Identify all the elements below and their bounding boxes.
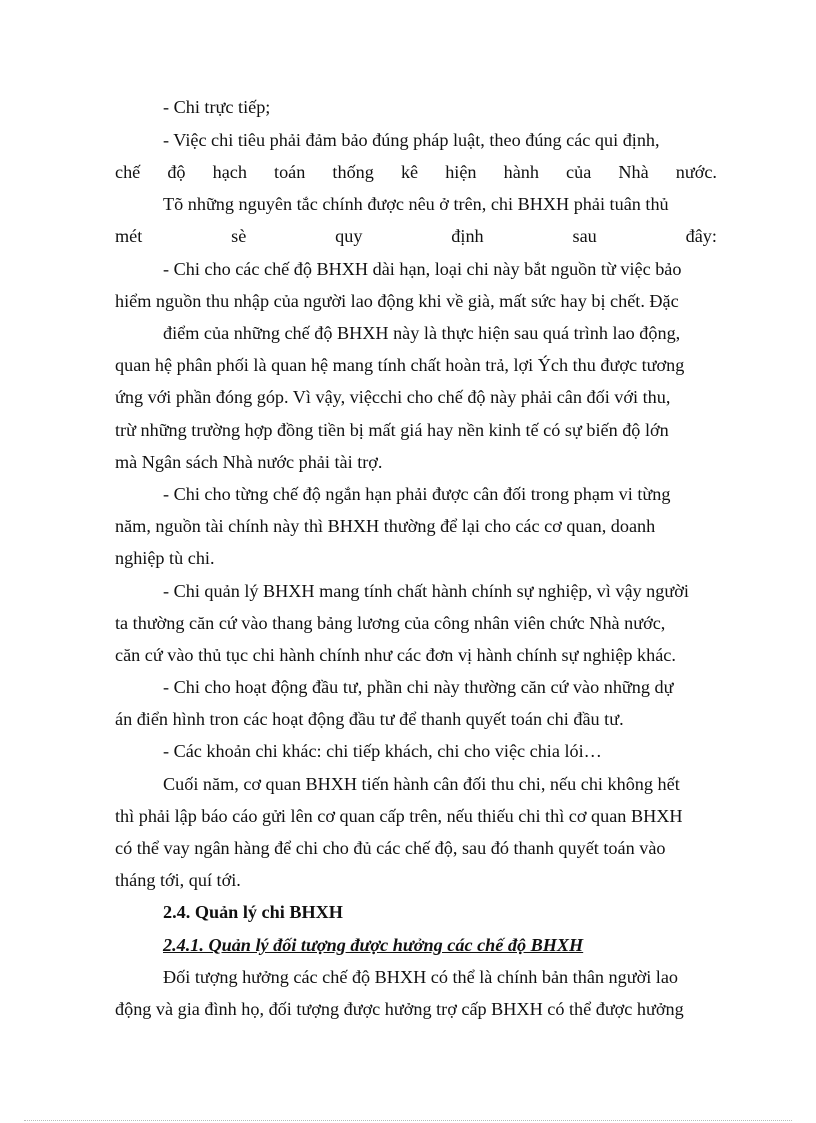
text-line-20: án điển hình tron các hoạt động đầu tư để thanh quyết toán chi đầu tư. <box>115 709 624 729</box>
text-line-21: - Các khoản chi khác: chi tiếp khách, chi cho việc chia lói… <box>163 741 602 761</box>
word: hạch <box>212 162 247 182</box>
text-line-6: - Chi cho các chế độ BHXH dài hạn, loại chi này bắt nguồn từ việc bảo <box>163 259 682 279</box>
text-line-24: có thể vay ngân hàng để chi cho đủ các chế độ, sau đó thanh quyết toán vào <box>115 838 666 858</box>
word: mét <box>115 226 143 246</box>
word: quy <box>335 226 363 246</box>
word: chế <box>115 162 141 182</box>
text-line-11: trừ những trường hợp đồng tiền bị mất giá hay nền kinh tế có sự biến độ lớn <box>115 420 669 440</box>
text-line-16: - Chi quản lý BHXH mang tính chất hành chính sự nghiệp, vì vậy người <box>163 581 689 601</box>
text-line-9: quan hệ phân phối là quan hệ mang tính chất hoàn trả, lợi Ých thu được tương <box>115 355 685 375</box>
word: hiện <box>445 162 477 182</box>
text-line-23: thì phải lập báo cáo gửi lên cơ quan cấp trên, nếu thiếu chi thì cơ quan BHXH <box>115 806 683 826</box>
word: sau <box>572 226 597 246</box>
subsection-heading: 2.4.1. Quản lý đối tượng được hưởng các chế độ BHXH <box>163 935 584 955</box>
word: đây: <box>685 226 717 246</box>
text-line-2: - Việc chi tiêu phải đảm bảo đúng pháp luật, theo đúng các qui định, <box>163 130 660 150</box>
text-line-5 <box>115 223 717 249</box>
text-line-8: điểm của những chế độ BHXH này là thực hiện sau quá trình lao động, <box>163 323 681 343</box>
section-heading: 2.4. Quản lý chi BHXH <box>163 902 343 922</box>
word: của <box>566 162 592 182</box>
word: hành <box>503 162 539 182</box>
text-line-7: hiểm nguồn thu nhập của người lao động khi về già, mất sức hay bị chết. Đặc <box>115 291 679 311</box>
text-line-12: mà Ngân sách Nhà nước phải tài trợ. <box>115 452 383 472</box>
text-line-3 <box>115 159 717 185</box>
text-line-25: tháng tới, quí tới. <box>115 870 241 890</box>
text-line-14: năm, nguồn tài chính này thì BHXH thường để lại cho các cơ quan, doanh <box>115 516 656 536</box>
text-line-4: Tõ những nguyên tắc chính được nêu ở trên, chi BHXH phải tuân thủ <box>163 194 669 214</box>
text-line-29: động và gia đình họ, đối tượng được hưởng trợ cấp BHXH có thể được hưởng <box>115 999 684 1019</box>
text-line-13: - Chi cho từng chế độ ngắn hạn phải được cân đối trong phạm vi từng <box>163 484 671 504</box>
text-line-17: ta thường căn cứ vào thang bảng lương của công nhân viên chức Nhà nước, <box>115 613 666 633</box>
text-line-10: ứng với phần đóng góp. Vì vậy, việcchi cho chế độ này phải cân đối với thu, <box>115 387 671 407</box>
word: định <box>451 226 484 246</box>
text-line-19: - Chi cho hoạt động đầu tư, phần chi này thường căn cứ vào những dự <box>163 677 674 697</box>
word: kê <box>400 162 419 182</box>
word: Nhà <box>618 162 649 182</box>
word: nước. <box>675 162 717 182</box>
text-line-28: Đối tượng hưởng các chế độ BHXH có thể là chính bản thân người lao <box>163 967 679 987</box>
page-bottom-rule <box>24 1120 792 1121</box>
text-line-1: - Chi trực tiếp; <box>163 97 271 117</box>
text-line-18: căn cứ vào thủ tục chi hành chính như các đơn vị hành chính sự nghiệp khác. <box>115 645 676 665</box>
word: toán <box>274 162 306 182</box>
text-line-15: nghiệp tù chi. <box>115 548 215 568</box>
word: sè <box>231 226 247 246</box>
text-line-22: Cuối năm, cơ quan BHXH tiến hành cân đối thu chi, nếu chi không hết <box>163 774 680 794</box>
word: thống <box>332 162 374 182</box>
word: độ <box>167 162 186 182</box>
